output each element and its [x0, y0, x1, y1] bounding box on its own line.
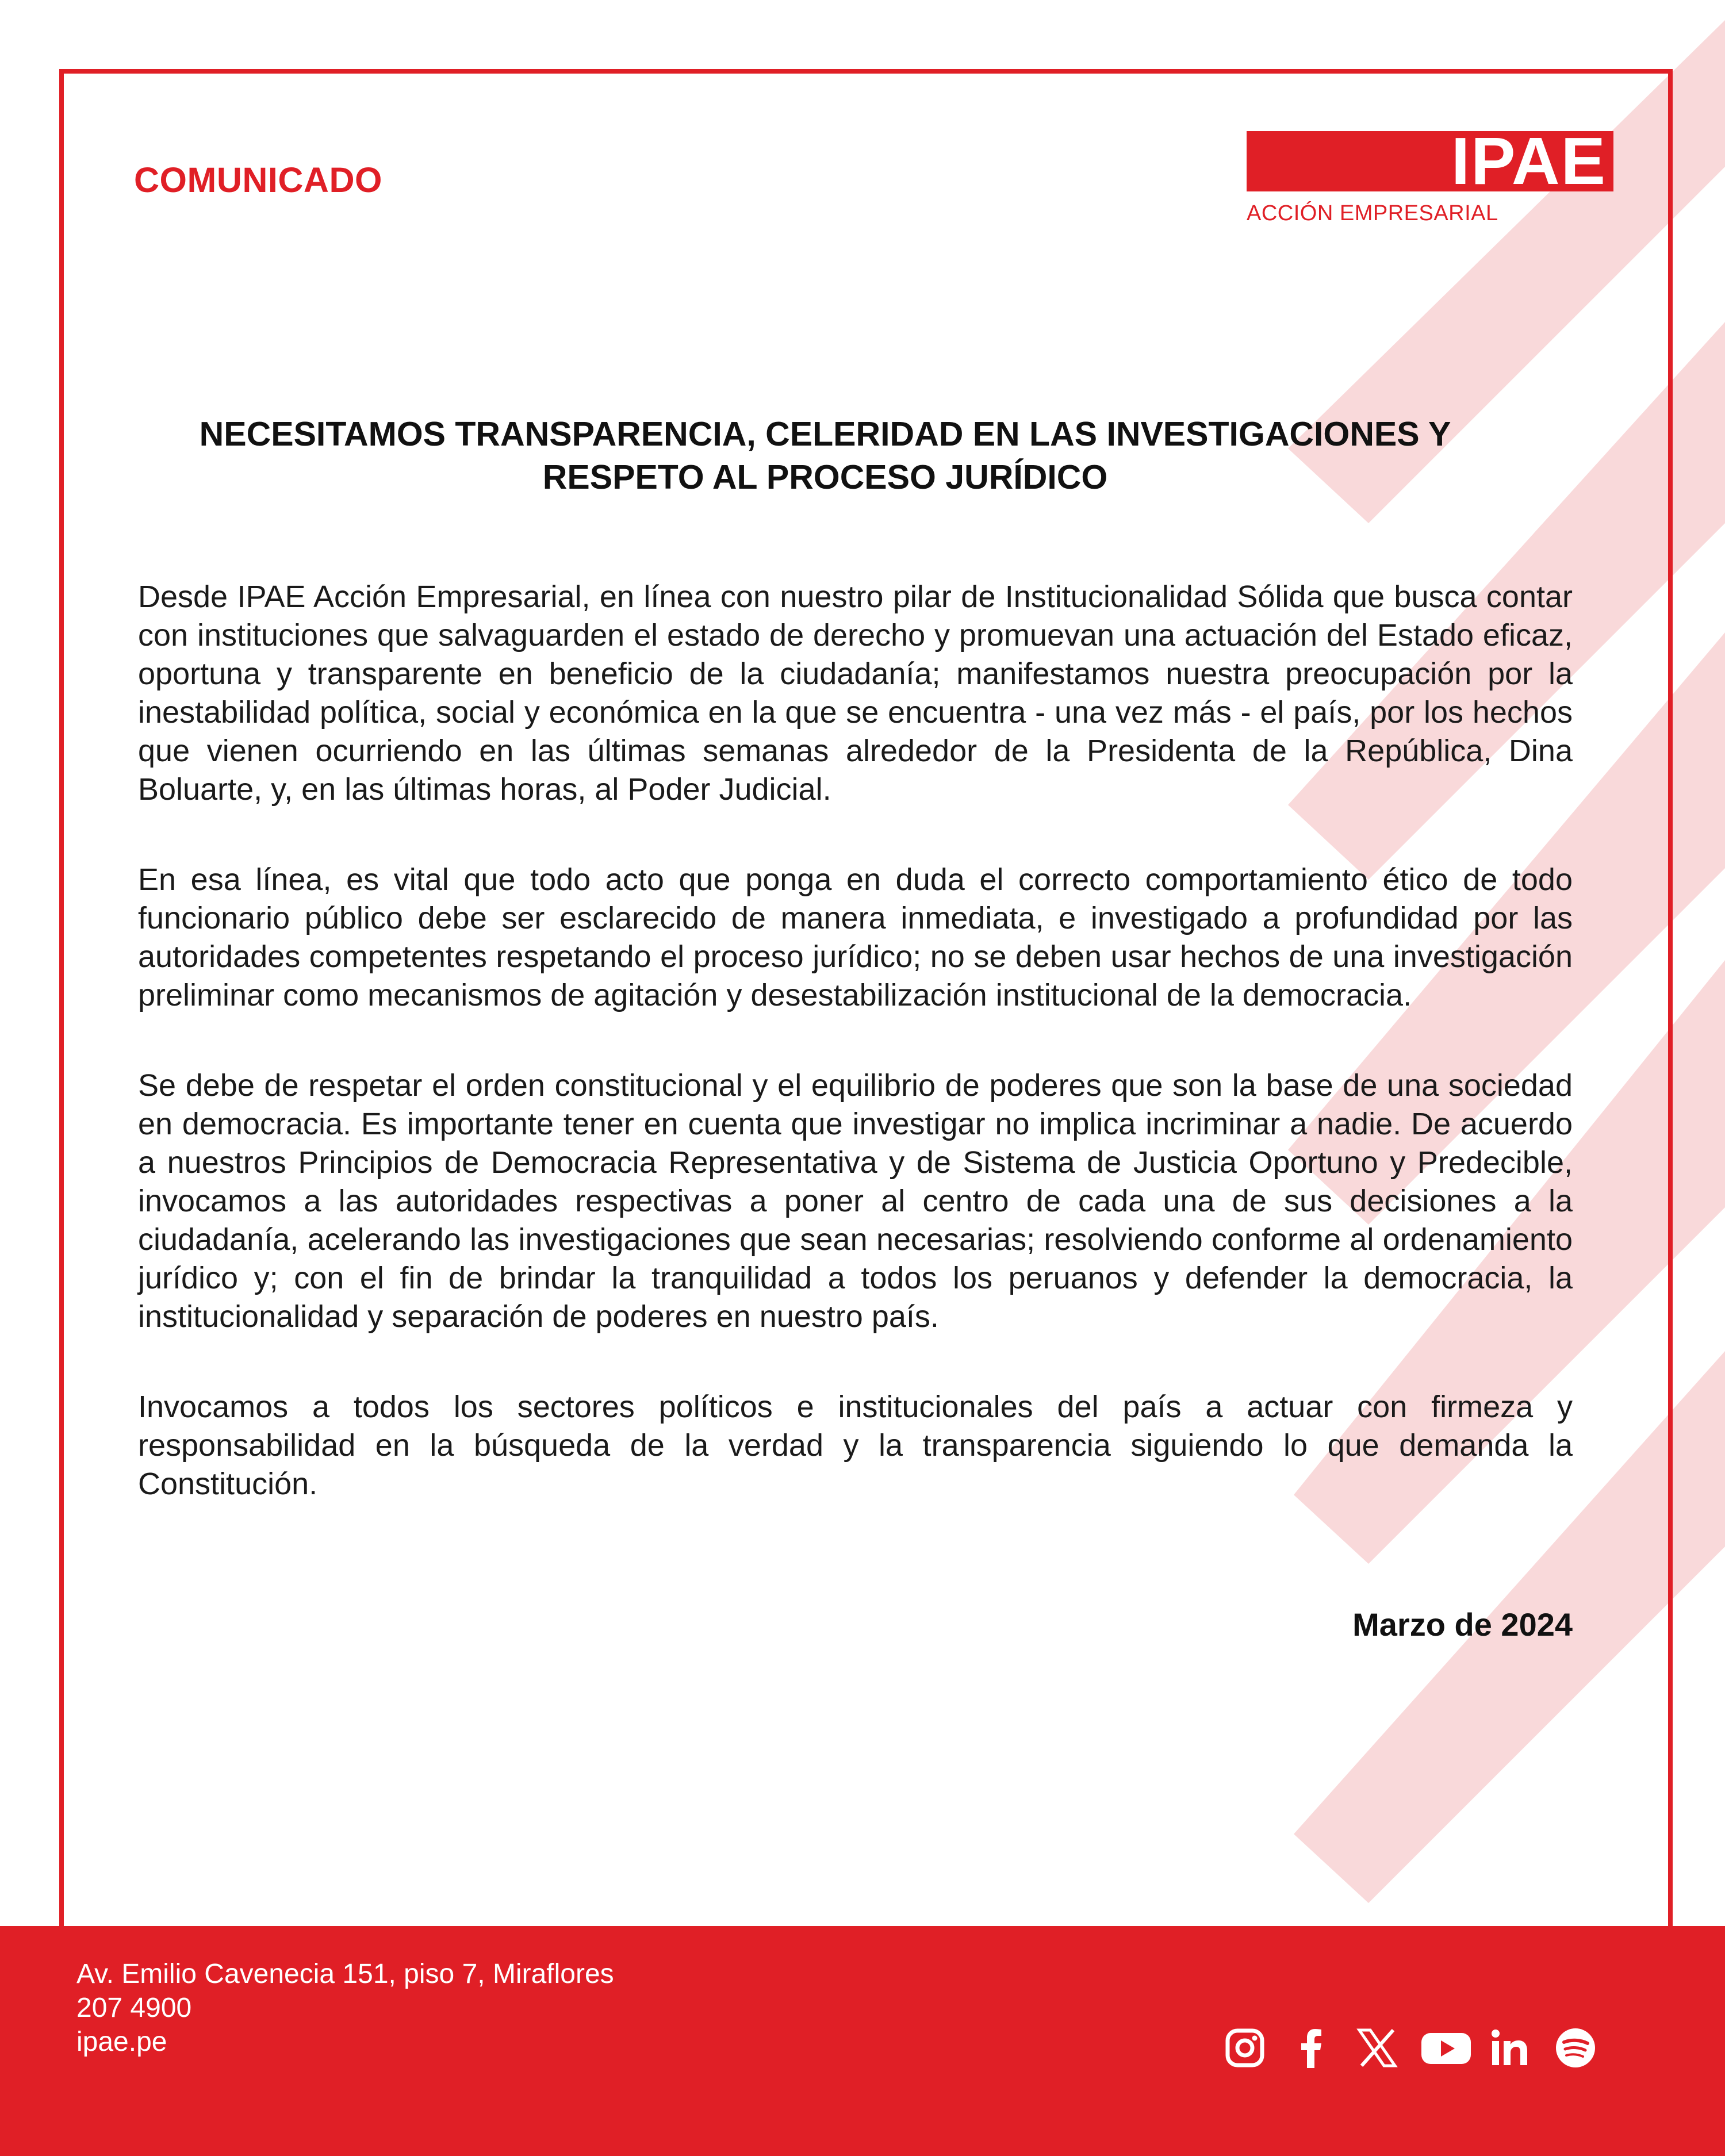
paragraph: Invocamos a todos los sectores políticos e institucionales del país a actuar con firmeza y responsabilidad en la búsqueda de la verdad y la transparencia siguiendo lo que demanda la Constitución.	[138, 1390, 1573, 1501]
document-label: COMUNICADO	[134, 160, 382, 200]
instagram-icon[interactable]	[1222, 2025, 1268, 2071]
contact-info	[76, 1957, 614, 2059]
headline	[92, 413, 1558, 499]
ipae-logo	[1247, 124, 1613, 198]
logo-subtitle: ACCIÓN EMPRESARIAL	[1247, 201, 1498, 225]
website-link[interactable]: ipae.pe	[76, 2027, 167, 2057]
address: Av. Emilio Cavenecia 151, piso 7, Miraflores	[76, 1959, 614, 1989]
statement-body	[138, 578, 1573, 1555]
headline-line-1: NECESITAMOS TRANSPARENCIA, CELERIDAD EN LAS INVESTIGACIONES Y	[199, 415, 1451, 453]
paragraph: Desde IPAE Acción Empresarial, en línea con nuestro pilar de Institucionalidad Sólida que busca contar con instituciones que salvaguarden el estado de derecho y promuevan una actuación del Estado eficaz, oportuna y transparente en beneficio de la ciudadanía; manifestamos nuestra preocupación por la inestabilidad política, social y económica en la que se encuentra - una vez más - el país, por los hechos que vienen ocurriendo en las últimas semanas alrededor de la Presidenta de la República, Dina Boluarte, y, en las últimas horas, al Poder Judicial.	[138, 580, 1573, 807]
logo-text: IPAE	[1451, 124, 1607, 198]
youtube-icon[interactable]	[1420, 2025, 1466, 2071]
linkedin-icon[interactable]	[1486, 2025, 1532, 2071]
footer	[0, 1926, 1725, 2156]
paragraph: Se debe de respetar el orden constitucional y el equilibrio de poderes que son la base de una sociedad en democracia. Es importante tener en cuenta que investigar no implica incriminar a nadie. De acuerdo a nuestros Principios de Democracia Representativa y de Sistema de Justicia Oportuno y Predecible, invocamos a las autoridades respectivas a poner al centro de cada una de sus decisiones a la ciudadanía, acelerando las investigaciones que sean necesarias; resolviendo conforme al ordenamiento jurídico y; con el fin de brindar la tranquilidad a todos los peruanos y defender la democracia, la institucionalidad y separación de poderes en nuestro país.	[138, 1068, 1573, 1334]
statement-date: Marzo de 2024	[1352, 1606, 1573, 1643]
spotify-icon[interactable]	[1552, 2025, 1598, 2071]
x-icon[interactable]	[1354, 2025, 1400, 2071]
facebook-icon[interactable]	[1288, 2025, 1334, 2071]
phone: 207 4900	[76, 1993, 192, 2023]
paragraph: En esa línea, es vital que todo acto que ponga en duda el correcto comportamiento ético de todo funcionario público debe ser esclarecido de manera inmediata, e investigado a profundidad por las autoridades competentes respetando el proceso jurídico; no se deben usar hechos de una investigación preliminar como mecanismos de agitación y desestabilización institucional de la democracia.	[138, 862, 1573, 1012]
headline-line-2: RESPETO AL PROCESO JURÍDICO	[542, 458, 1108, 496]
social-links	[1222, 2025, 1598, 2071]
